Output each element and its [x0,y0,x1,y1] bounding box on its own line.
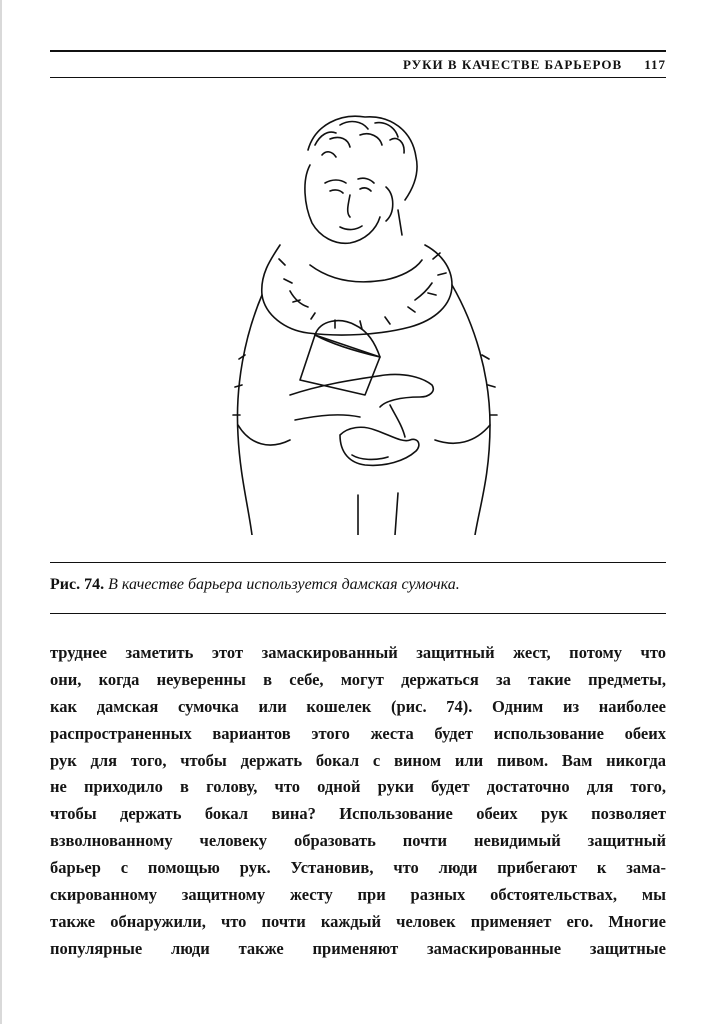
body-line: рук для того, чтобы держать бокал с вином или пивом. Вам никогда [50,750,666,770]
woman-with-handbag-illustration [190,95,530,535]
caption-bottom-rule [50,613,666,614]
running-header [50,54,666,76]
body-line: не приходило в голову, что одной руки будет достаточно для того, [50,777,666,797]
body-line: популярные люди также применяют замаскированные защитные [50,938,666,958]
figure-caption-text: В качестве барьера используется дамская сумочка. [108,576,460,593]
page-edge [0,0,2,1024]
body-line: как дамская сумочка или кошелек (рис. 74). Одним из наиболее [50,696,666,716]
body-line: взволнованному человеку образовать почти невидимый защитный [50,831,666,851]
body-line: скированному защитному жесту при разных обстоятельствах, мы [50,885,666,905]
figure-caption [50,576,666,594]
body-text [50,640,666,963]
header-top-rule [50,50,666,52]
header-bottom-rule [50,77,666,78]
figure-label: Рис. 74. [50,576,105,593]
body-line: распространенных вариантов этого жеста будет использование обеих [50,723,666,743]
running-title: РУКИ В КАЧЕСТВЕ БАРЬЕРОВ [402,57,623,72]
body-line: также обнаружили, что почти каждый человек применяет его. Многие [50,911,666,931]
body-line: труднее заметить этот замаскированный защитный жест, потому что [50,643,666,662]
page-number: 117 [644,57,666,72]
body-line: они, когда неуверенны в себе, могут держаться за такие предметы, [50,669,666,689]
body-line: чтобы держать бокал вина? Использование обеих рук позволяет [50,804,666,824]
caption-top-rule [50,562,666,563]
body-line: барьер с помощью рук. Установив, что люди прибегают к зама- [50,858,666,878]
